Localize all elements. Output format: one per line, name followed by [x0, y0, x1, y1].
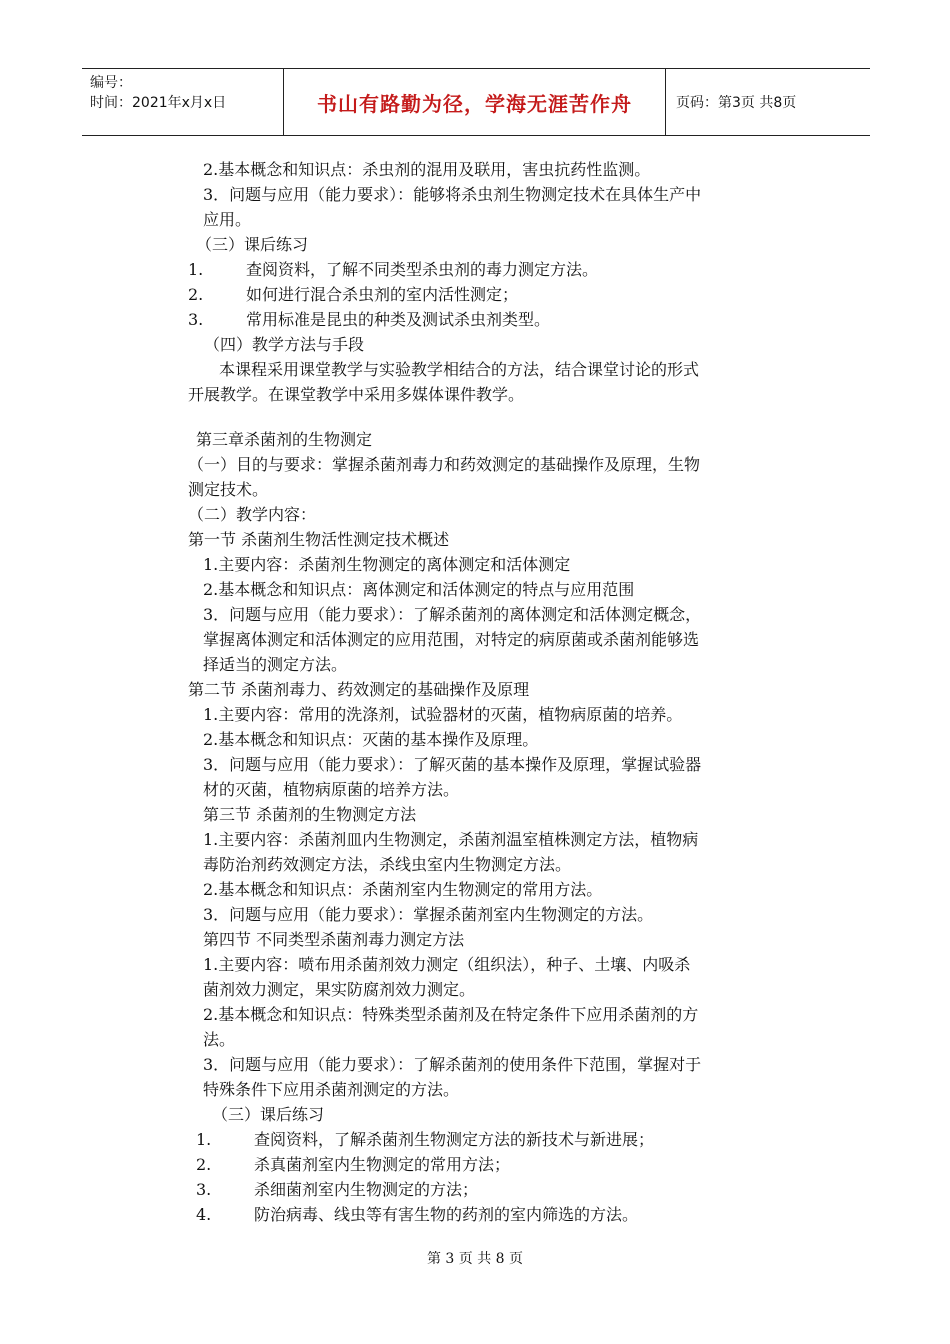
- list-item-text: 查阅资料，了解不同类型杀虫剂的毒力测定方法。: [246, 260, 599, 279]
- text-line: （二）教学内容：: [188, 505, 317, 524]
- text-line: （三）课后练习: [196, 235, 309, 254]
- date-label: 时间：2021年x月x日: [90, 95, 227, 111]
- text-line: 特殊条件下应用杀菌剂测定的方法。: [203, 1080, 460, 1099]
- list-item: [196, 1178, 478, 1202]
- header-page-info: 页码：第3页 共8页: [676, 95, 797, 111]
- text-line: 择适当的测定方法。: [203, 655, 348, 674]
- text-line: 材的灭菌，植物病原菌的培养方法。: [203, 780, 460, 799]
- list-item-number: 1.: [196, 1130, 212, 1149]
- list-item: [188, 258, 598, 282]
- text-line: 2.基本概念和知识点：特殊类型杀菌剂及在特定条件下应用杀菌剂的方: [203, 1005, 699, 1024]
- list-item-text: 杀真菌剂室内生物测定的常用方法；: [254, 1155, 511, 1174]
- text-line: 2.基本概念和知识点：杀虫剂的混用及联用，害虫抗药性监测。: [203, 160, 651, 179]
- list-item-text: 查阅资料，了解杀菌剂生物测定方法的新技术与新进展；: [254, 1130, 655, 1149]
- text-line: 第三节 杀菌剂的生物测定方法: [203, 805, 417, 824]
- serial-label: 编号：: [90, 75, 132, 91]
- text-line: 3．问题与应用（能力要求）：了解杀菌剂的使用条件下范围，掌握对于: [203, 1055, 702, 1074]
- list-item: [188, 283, 518, 307]
- text-line: 3．问题与应用（能力要求）：了解杀菌剂的离体测定和活体测定概念，: [203, 605, 702, 624]
- text-line: 开展教学。在课堂教学中采用多媒体课件教学。: [188, 385, 525, 404]
- list-item-number: 2.: [196, 1155, 212, 1174]
- text-line: 第三章杀菌剂的生物测定: [196, 430, 373, 449]
- list-item-number: 3.: [188, 310, 204, 329]
- list-item: [188, 308, 550, 332]
- text-line: 3．问题与应用（能力要求）：了解灭菌的基本操作及原理，掌握试验器: [203, 755, 702, 774]
- text-line: 3．问题与应用（能力要求）：掌握杀菌剂室内生物测定的方法。: [203, 905, 654, 924]
- text-line: 菌剂效力测定，果实防腐剂效力测定。: [203, 980, 476, 999]
- page-footer: 第 3 页 共 8 页: [426, 1251, 524, 1267]
- list-item-number: 2.: [188, 285, 204, 304]
- text-line: 第四节 不同类型杀菌剂毒力测定方法: [203, 930, 465, 949]
- text-line: 1.主要内容：常用的洗涤剂，试验器材的灭菌，植物病原菌的培养。: [203, 705, 683, 724]
- list-item-text: 如何进行混合杀虫剂的室内活性测定；: [246, 285, 519, 304]
- list-item-number: 1.: [188, 260, 204, 279]
- text-line: 应用。: [203, 210, 252, 229]
- text-line: 第一节 杀菌剂生物活性测定技术概述: [188, 530, 450, 549]
- text-line: （一）目的与要求：掌握杀菌剂毒力和药效测定的基础操作及原理，生物: [188, 455, 701, 474]
- text-line: 2.基本概念和知识点：离体测定和活体测定的特点与应用范围: [203, 580, 635, 599]
- text-line: 本课程采用课堂教学与实验教学相结合的方法，结合课堂讨论的形式: [219, 360, 700, 379]
- text-line: 2.基本概念和知识点：灭菌的基本操作及原理。: [203, 730, 539, 749]
- text-line: 毒防治剂药效测定方法，杀线虫室内生物测定方法。: [203, 855, 572, 874]
- text-line: 2.基本概念和知识点：杀菌剂室内生物测定的常用方法。: [203, 880, 603, 899]
- text-line: 1.主要内容：杀菌剂生物测定的离体测定和活体测定: [203, 555, 571, 574]
- text-line: （四）教学方法与手段: [204, 335, 365, 354]
- list-item-number: 4.: [196, 1205, 212, 1224]
- header-motto: 书山有路勤为径，学海无涯苦作舟: [284, 69, 666, 135]
- text-line: 1.主要内容：杀菌剂皿内生物测定，杀菌剂温室植株测定方法，植物病: [203, 830, 699, 849]
- text-line: （三）课后练习: [212, 1105, 325, 1124]
- list-item-number: 3.: [196, 1180, 212, 1199]
- list-item-text: 常用标准是昆虫的种类及测试杀虫剂类型。: [246, 310, 551, 329]
- text-line: 3．问题与应用（能力要求）：能够将杀虫剂生物测定技术在具体生产中: [203, 185, 702, 204]
- text-line: 1.主要内容：喷布用杀菌剂效力测定（组织法），种子、土壤、内吸杀: [203, 955, 691, 974]
- list-item-text: 防治病毒、线虫等有害生物的药剂的室内筛选的方法。: [254, 1205, 639, 1224]
- list-item-text: 杀细菌剂室内生物测定的方法；: [254, 1180, 479, 1199]
- list-item: [196, 1128, 654, 1152]
- list-item: [196, 1203, 638, 1227]
- list-item: [196, 1153, 510, 1177]
- text-line: 掌握离体测定和活体测定的应用范围，对特定的病原菌或杀菌剂能够选: [203, 630, 700, 649]
- text-line: 第二节 杀菌剂毒力、药效测定的基础操作及原理: [188, 680, 530, 699]
- text-line: 测定技术。: [188, 480, 269, 499]
- text-line: 法。: [203, 1030, 236, 1049]
